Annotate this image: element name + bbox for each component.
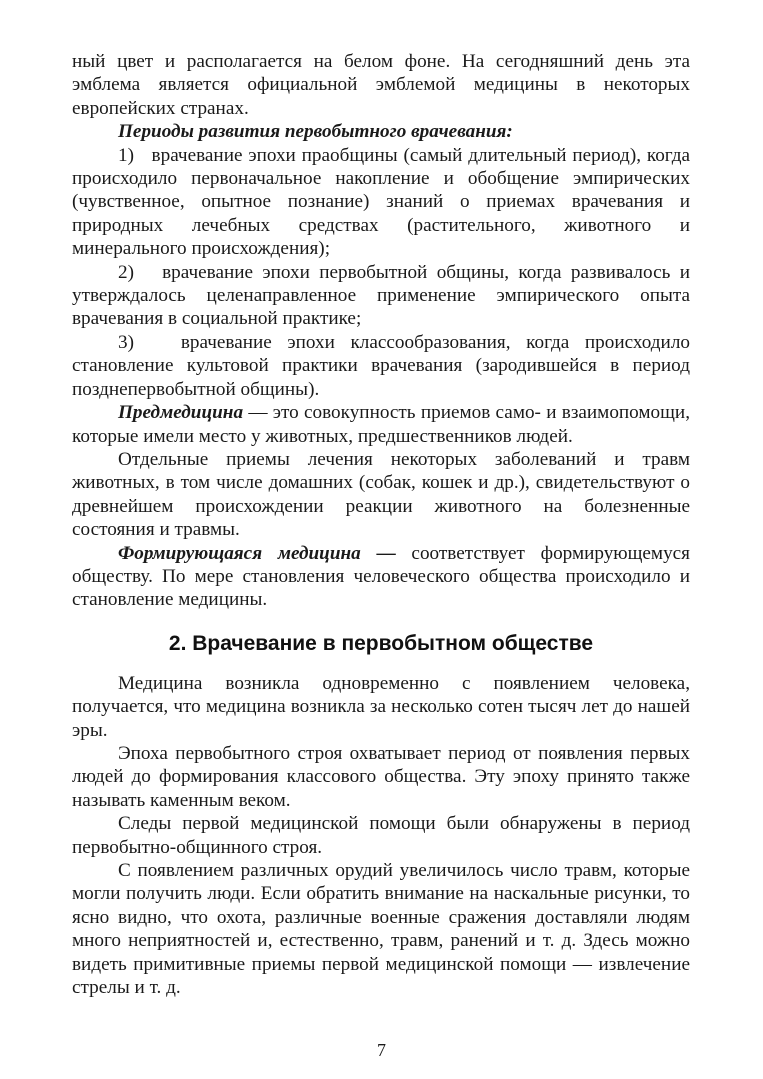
page-number: 7 bbox=[377, 1040, 386, 1060]
paragraph-premedicine bbox=[72, 401, 690, 448]
term-forming-medicine: Формирующаяся медицина bbox=[118, 542, 361, 564]
term-premedicine: Предмедицина bbox=[118, 402, 244, 424]
section-paragraph-4: С появлением различных орудий увеличилось число травм, которые могли получить люди. Если обратить внимание на наскальные рисунки, то ясно видно, что охота, различные военные сражения доставляли людям много неприятностей и, естественно, травм, ранений и т. д. Здесь можно видеть примитивные приемы первой медицинской помощи — извлечение стрелы и т. д. bbox=[72, 860, 690, 999]
forming-dash: — bbox=[360, 542, 396, 564]
forming-definition: соответствует формирующемуся обществу. По мере становления человеческого общества происходило и становление медицины. bbox=[72, 542, 691, 611]
paragraph-emblem: ный цвет и располагается на белом фоне. На сегодняшний день эта эмблема является официальной эмблемой медицины в некоторых европейских странах. bbox=[72, 51, 690, 119]
paragraph-forming-medicine bbox=[72, 542, 690, 612]
section-title: 2. Врачевание в первобытном обществе bbox=[168, 631, 594, 655]
section-paragraph-1: Медицина возникла одновременно с появлением человека, получается, что медицина возникла за несколько сотен тысяч лет до нашей эры. bbox=[72, 672, 690, 741]
period-item-1: 1) врачевание эпохи праобщины (самый длительный период), когда происходило первоначальное накопление и обобщение эмпирических (чувственное, опытное познание) знаний о приемах врачевания и природных лечебных средствах (растительного, животного и минерального происхождения); bbox=[72, 144, 690, 260]
periods-heading: Периоды развития первобытного врачевания: bbox=[118, 121, 513, 143]
premedicine-definition: — это совокупность приемов само- и взаимопомощи, которые имели место у животных, предшественников людей. bbox=[72, 402, 690, 447]
period-item-3: 3) врачевание эпохи классообразования, когда происходило становление культовой практики врачевания (зародившейся в период позднепервобытной общины). bbox=[72, 331, 690, 400]
section-paragraph-3: Следы первой медицинской помощи были обнаружены в период первобытно-общинного строя. bbox=[72, 813, 690, 858]
document-page bbox=[72, 50, 690, 999]
paragraph-animals: Отдельные приемы лечения некоторых заболеваний и травм животных, в том числе домашних (собак, кошек и др.), свидетельствуют о древнейшем происхождении реакции животного на болезненные состояния и травмы. bbox=[72, 448, 690, 541]
section-paragraph-2: Эпоха первобытного строя охватывает период от появления первых людей до формирования классового общества. Эту эпоху принято также называть каменным веком. bbox=[72, 742, 690, 811]
period-item-2: 2) врачевание эпохи первобытной общины, когда развивалось и утверждалось целенаправленное применение эмпирического опыта врачевания в социальной практике; bbox=[72, 261, 690, 330]
